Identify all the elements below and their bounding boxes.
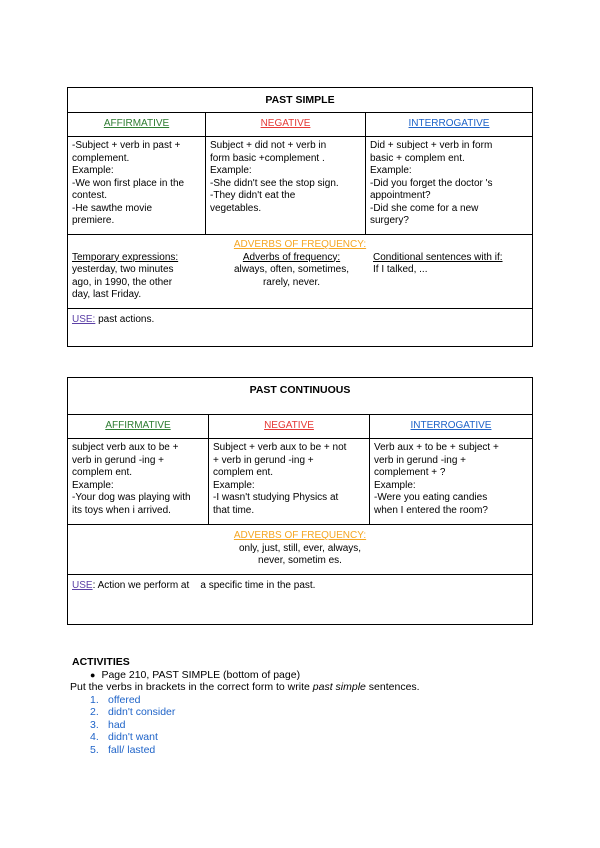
list-item xyxy=(90,719,420,732)
text-line: verb in gerund -ing + xyxy=(374,454,467,466)
list-item xyxy=(90,706,420,719)
pc-affirmative-header: AFFIRMATIVE xyxy=(105,420,171,431)
activities-instruction xyxy=(70,681,420,694)
text-line: form basic +complement . xyxy=(210,152,325,164)
list-text: fall/ lasted xyxy=(108,743,156,756)
text-line: -They didn't eat the xyxy=(210,190,296,201)
text-line: -I wasn't studying Physics at xyxy=(213,492,339,503)
text-line: its toys when i arrived. xyxy=(72,504,171,516)
text-line: rarely, never. xyxy=(262,276,321,288)
text-line: -Did she come for a new xyxy=(370,202,479,214)
text-line: -Your dog was playing with xyxy=(72,492,191,503)
text-line: Example: xyxy=(370,165,412,176)
text-line: premiere. xyxy=(72,215,115,226)
text-line: basic + complem ent. xyxy=(370,152,465,164)
list-text: offered xyxy=(108,693,141,706)
ps-interrogative-cell xyxy=(366,137,533,235)
ps-affirmative-header: AFFIRMATIVE xyxy=(103,118,170,129)
temporal-label: Temporary expressions: xyxy=(72,251,179,263)
text-line: -Subject + verb in past + xyxy=(72,140,181,151)
list-item xyxy=(90,744,420,757)
pc-use-label: USE xyxy=(72,580,93,591)
list-item xyxy=(90,731,420,744)
text-line: Example: xyxy=(374,479,416,491)
text-line: complem ent. xyxy=(213,467,274,478)
list-number: 1. xyxy=(90,693,99,706)
list-text: didn't consider xyxy=(108,706,176,718)
text-line: verb in gerund -ing + xyxy=(72,454,165,466)
pc-interrogative-header: INTERROGATIVE xyxy=(410,420,492,431)
pc-affirmative-cell xyxy=(68,439,209,525)
text-line: vegetables. xyxy=(210,202,262,214)
activities-title: ACTIVITIES xyxy=(72,656,130,668)
ps-adverbs-row xyxy=(68,235,533,309)
text-line: -He sawthe movie xyxy=(72,202,153,214)
pc-use-text: : Action we perform at a specific time in the past. xyxy=(92,580,316,591)
ps-use-row xyxy=(68,309,533,347)
adverbs-label: Adverbs of frequency: xyxy=(242,251,341,263)
pc-negative-cell xyxy=(209,439,370,525)
ps-adverbs-heading: ADVERBS OF FREQUENCY: xyxy=(233,239,367,250)
text-line: Example: xyxy=(213,479,255,491)
pc-adverbs-heading: ADVERBS OF FREQUENCY: xyxy=(233,530,367,541)
text-line: complement. xyxy=(72,152,130,164)
list-number: 2. xyxy=(90,706,99,718)
text-line: subject verb aux to be + xyxy=(72,442,179,453)
instruction-text-end: sentences. xyxy=(365,681,420,693)
bullet-text: Page 210, PAST SIMPLE (bottom of page) xyxy=(101,668,301,681)
text-line: when I entered the room? xyxy=(374,504,488,516)
pc-use-row xyxy=(68,575,533,625)
text-line: Subject + did not + verb in xyxy=(210,140,327,151)
text-line: Example: xyxy=(210,165,252,176)
text-line: appointment? xyxy=(370,190,431,201)
past-simple-title: PAST SIMPLE xyxy=(68,88,533,113)
bullet-icon: ● xyxy=(90,669,96,680)
text-line: -Were you eating candies xyxy=(374,492,488,503)
list-text: didn't want xyxy=(108,731,158,743)
text-line: contest. xyxy=(72,190,108,201)
text-line: complement + ? xyxy=(374,467,446,478)
list-number: 3. xyxy=(90,718,99,731)
past-continuous-table xyxy=(67,377,533,625)
text-line: Example: xyxy=(72,479,114,491)
text-line: never, sometim es. xyxy=(258,555,342,566)
past-continuous-title: PAST CONTINUOUS xyxy=(68,378,533,415)
instruction-text: Put the verbs in brackets in the correct form to write xyxy=(70,681,313,693)
ps-use-label: USE: xyxy=(72,314,96,325)
ps-use-text: past actions. xyxy=(95,314,155,325)
activities-section xyxy=(72,656,420,756)
instruction-italic: past simple xyxy=(312,681,366,693)
list-number: 5. xyxy=(90,743,99,756)
text-line: ago, in 1990, the other xyxy=(72,276,173,288)
ps-negative-cell xyxy=(206,137,366,235)
text-line: -Did you forget the doctor 's xyxy=(370,177,493,189)
ps-interrogative-header: INTERROGATIVE xyxy=(408,118,490,129)
text-line: yesterday, two minutes xyxy=(72,264,174,275)
ps-negative-header: NEGATIVE xyxy=(260,118,311,129)
text-line: always, often, sometimes, xyxy=(233,264,350,275)
ps-affirmative-cell xyxy=(68,137,206,235)
text-line: Example: xyxy=(72,165,114,176)
text-line: -She didn't see the stop sign. xyxy=(210,177,339,189)
list-text: had xyxy=(108,718,126,731)
text-line: Subject + verb aux to be + not xyxy=(213,442,347,453)
text-line: + verb in gerund -ing + xyxy=(213,454,314,466)
past-simple-table xyxy=(67,87,533,347)
pc-interrogative-cell xyxy=(370,439,533,525)
text-line: Verb aux + to be + subject + xyxy=(374,442,499,453)
list-item xyxy=(90,694,420,707)
conditional-label: Conditional sentences with if: xyxy=(373,251,503,263)
text-line: surgery? xyxy=(370,215,409,226)
pc-adverbs-row xyxy=(68,525,533,575)
text-line: complem ent. xyxy=(72,467,133,478)
text-line: Did + subject + verb in form xyxy=(370,140,493,151)
text-line: only, just, still, ever, always, xyxy=(238,542,362,554)
text-line: -We won first place in the xyxy=(72,177,185,189)
list-number: 4. xyxy=(90,731,99,743)
text-line: day, last Friday. xyxy=(72,289,142,300)
conditional-text: If I talked, ... xyxy=(373,264,428,275)
text-line: that time. xyxy=(213,504,255,516)
answers-list xyxy=(72,694,420,757)
pc-negative-header: NEGATIVE xyxy=(264,420,314,431)
activities-bullet xyxy=(72,669,420,682)
